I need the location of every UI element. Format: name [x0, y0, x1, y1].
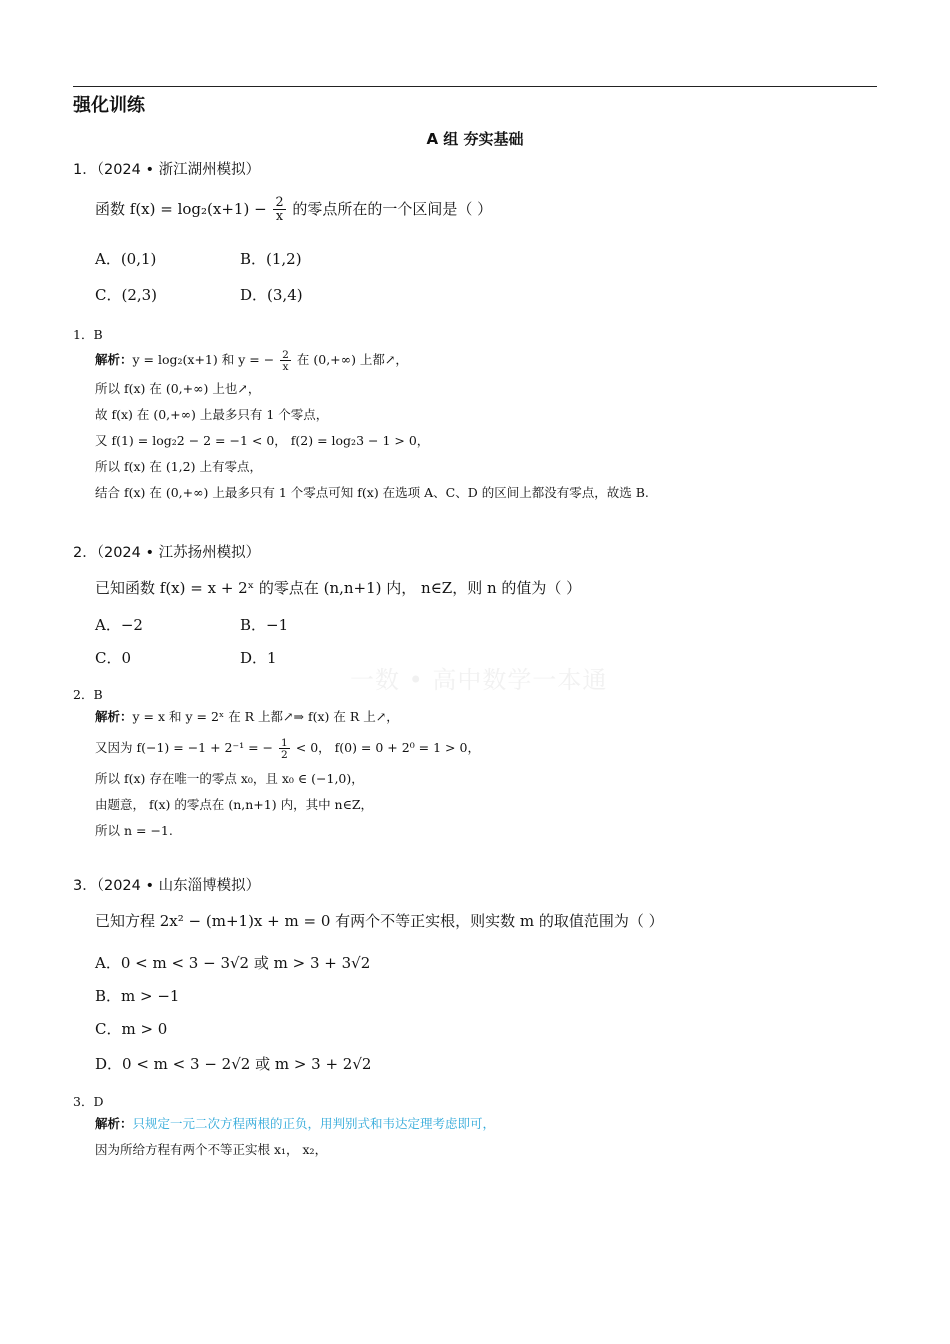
answer-3-key: 3．D — [73, 1094, 104, 1109]
question-1 — [73, 160, 873, 224]
header-rule — [73, 86, 877, 87]
solution-label: 解析： — [95, 709, 133, 724]
solution-line — [95, 1111, 873, 1137]
section-title: 强化训练 — [73, 95, 145, 116]
stem-text: 的零点所在的一个区间是（ ） — [292, 199, 493, 218]
solution-line — [95, 730, 873, 766]
q1-option-c: C．(2,3) — [95, 286, 158, 304]
fraction-numerator: 1 — [281, 735, 288, 749]
question-2-source: 2．（2024 • 江苏扬州模拟） — [73, 545, 261, 561]
fraction-denominator: x — [275, 209, 284, 225]
q1-option-a: A．(0,1) — [95, 250, 157, 268]
solution-text: 在 (0,+∞) 上都↗， — [296, 352, 408, 367]
answer-3 — [73, 1093, 873, 1163]
q2-option-b: B．−1 — [240, 616, 289, 634]
solution-line: 所以 f(x) 存在唯一的零点 x₀，且 x₀ ∈ (−1,0)， — [95, 771, 364, 786]
fraction-numerator: 2 — [282, 347, 289, 361]
q2-option-d: D．1 — [240, 649, 277, 667]
answer-2 — [73, 686, 873, 844]
q3-option-b: B．m > −1 — [95, 987, 180, 1005]
q3-option-a: A．0 < m < 3 − 3√2 或 m > 3 + 3√2 — [95, 954, 371, 972]
solution-text: 又因为 f(−1) = −1 + 2⁻¹ = − — [95, 740, 274, 755]
answer-1-key: 1．B — [73, 327, 103, 342]
fraction — [273, 196, 285, 224]
q1-option-d: D．(3,4) — [240, 286, 303, 304]
question-2 — [73, 543, 873, 599]
solution-line: 所以 n = −1. — [95, 823, 173, 838]
solution-line: 又 f(1) = log₂2 − 2 = −1 < 0， f(2) = log₂3 − 1 > 0， — [95, 433, 430, 448]
fraction-numerator: 2 — [275, 195, 284, 210]
answer-1 — [73, 326, 873, 506]
question-3-stem: 已知方程 2x² − (m+1)x + m = 0 有两个不等正实根，则实数 m 的取值范围为（ ） — [95, 912, 664, 930]
question-1-stem — [95, 196, 873, 224]
q2-option-c: C．0 — [95, 649, 132, 667]
solution-label: 解析： — [95, 352, 133, 367]
solution-hint: 只规定一元二次方程两根的正负，用判别式和韦达定理考虑即可， — [132, 1116, 496, 1131]
q1-option-b: B．(1,2) — [240, 250, 302, 268]
solution-text: y = x 和 y = 2ˣ 在 R 上都↗⇒ f(x) 在 R 上↗， — [132, 709, 399, 724]
solution-line: 结合 f(x) 在 (0,+∞) 上最多只有 1 个零点可知 f(x) 在选项 A、C、D 的区间上都没有零点，故选 B. — [95, 485, 649, 500]
q2-option-a: A．−2 — [95, 616, 143, 634]
fraction — [279, 737, 290, 760]
solution-line — [95, 344, 873, 376]
q3-option-c: C．m > 0 — [95, 1020, 168, 1038]
solution-text: y = log₂(x+1) 和 y = − — [132, 352, 275, 367]
solution-text: < 0， f(0) = 0 + 2⁰ = 1 > 0， — [295, 740, 480, 755]
q3-option-d: D．0 < m < 3 − 2√2 或 m > 3 + 2√2 — [95, 1055, 372, 1073]
question-2-stem: 已知函数 f(x) = x + 2ˣ 的零点在 (n,n+1) 内， n∈Z，则 n 的值为（ ） — [95, 579, 582, 597]
fraction — [280, 349, 291, 372]
fraction-denominator: x — [282, 360, 289, 373]
question-1-source: 1．（2024 • 浙江湖州模拟） — [73, 162, 261, 178]
solution-label: 解析： — [95, 1116, 133, 1131]
question-3 — [73, 876, 873, 932]
solution-line: 因为所给方程有两个不等正实根 x₁， x₂， — [95, 1142, 328, 1157]
answer-2-key: 2．B — [73, 687, 103, 702]
question-3-source: 3．（2024 • 山东淄博模拟） — [73, 878, 261, 894]
solution-line — [95, 704, 873, 730]
stem-text: 函数 f(x) = log₂(x+1) − — [95, 199, 267, 218]
group-title: A 组 夯实基础 — [426, 130, 524, 148]
solution-line: 所以 f(x) 在 (0,+∞) 上也↗， — [95, 381, 261, 396]
fraction-denominator: 2 — [281, 748, 288, 761]
solution-line: 所以 f(x) 在 (1,2) 上有零点， — [95, 459, 262, 474]
solution-line: 故 f(x) 在 (0,+∞) 上最多只有 1 个零点， — [95, 407, 329, 422]
solution-line: 由题意， f(x) 的零点在 (n,n+1) 内，其中 n∈Z， — [95, 797, 374, 812]
watermark: 一数 • 高中数学一本通 — [350, 666, 608, 694]
